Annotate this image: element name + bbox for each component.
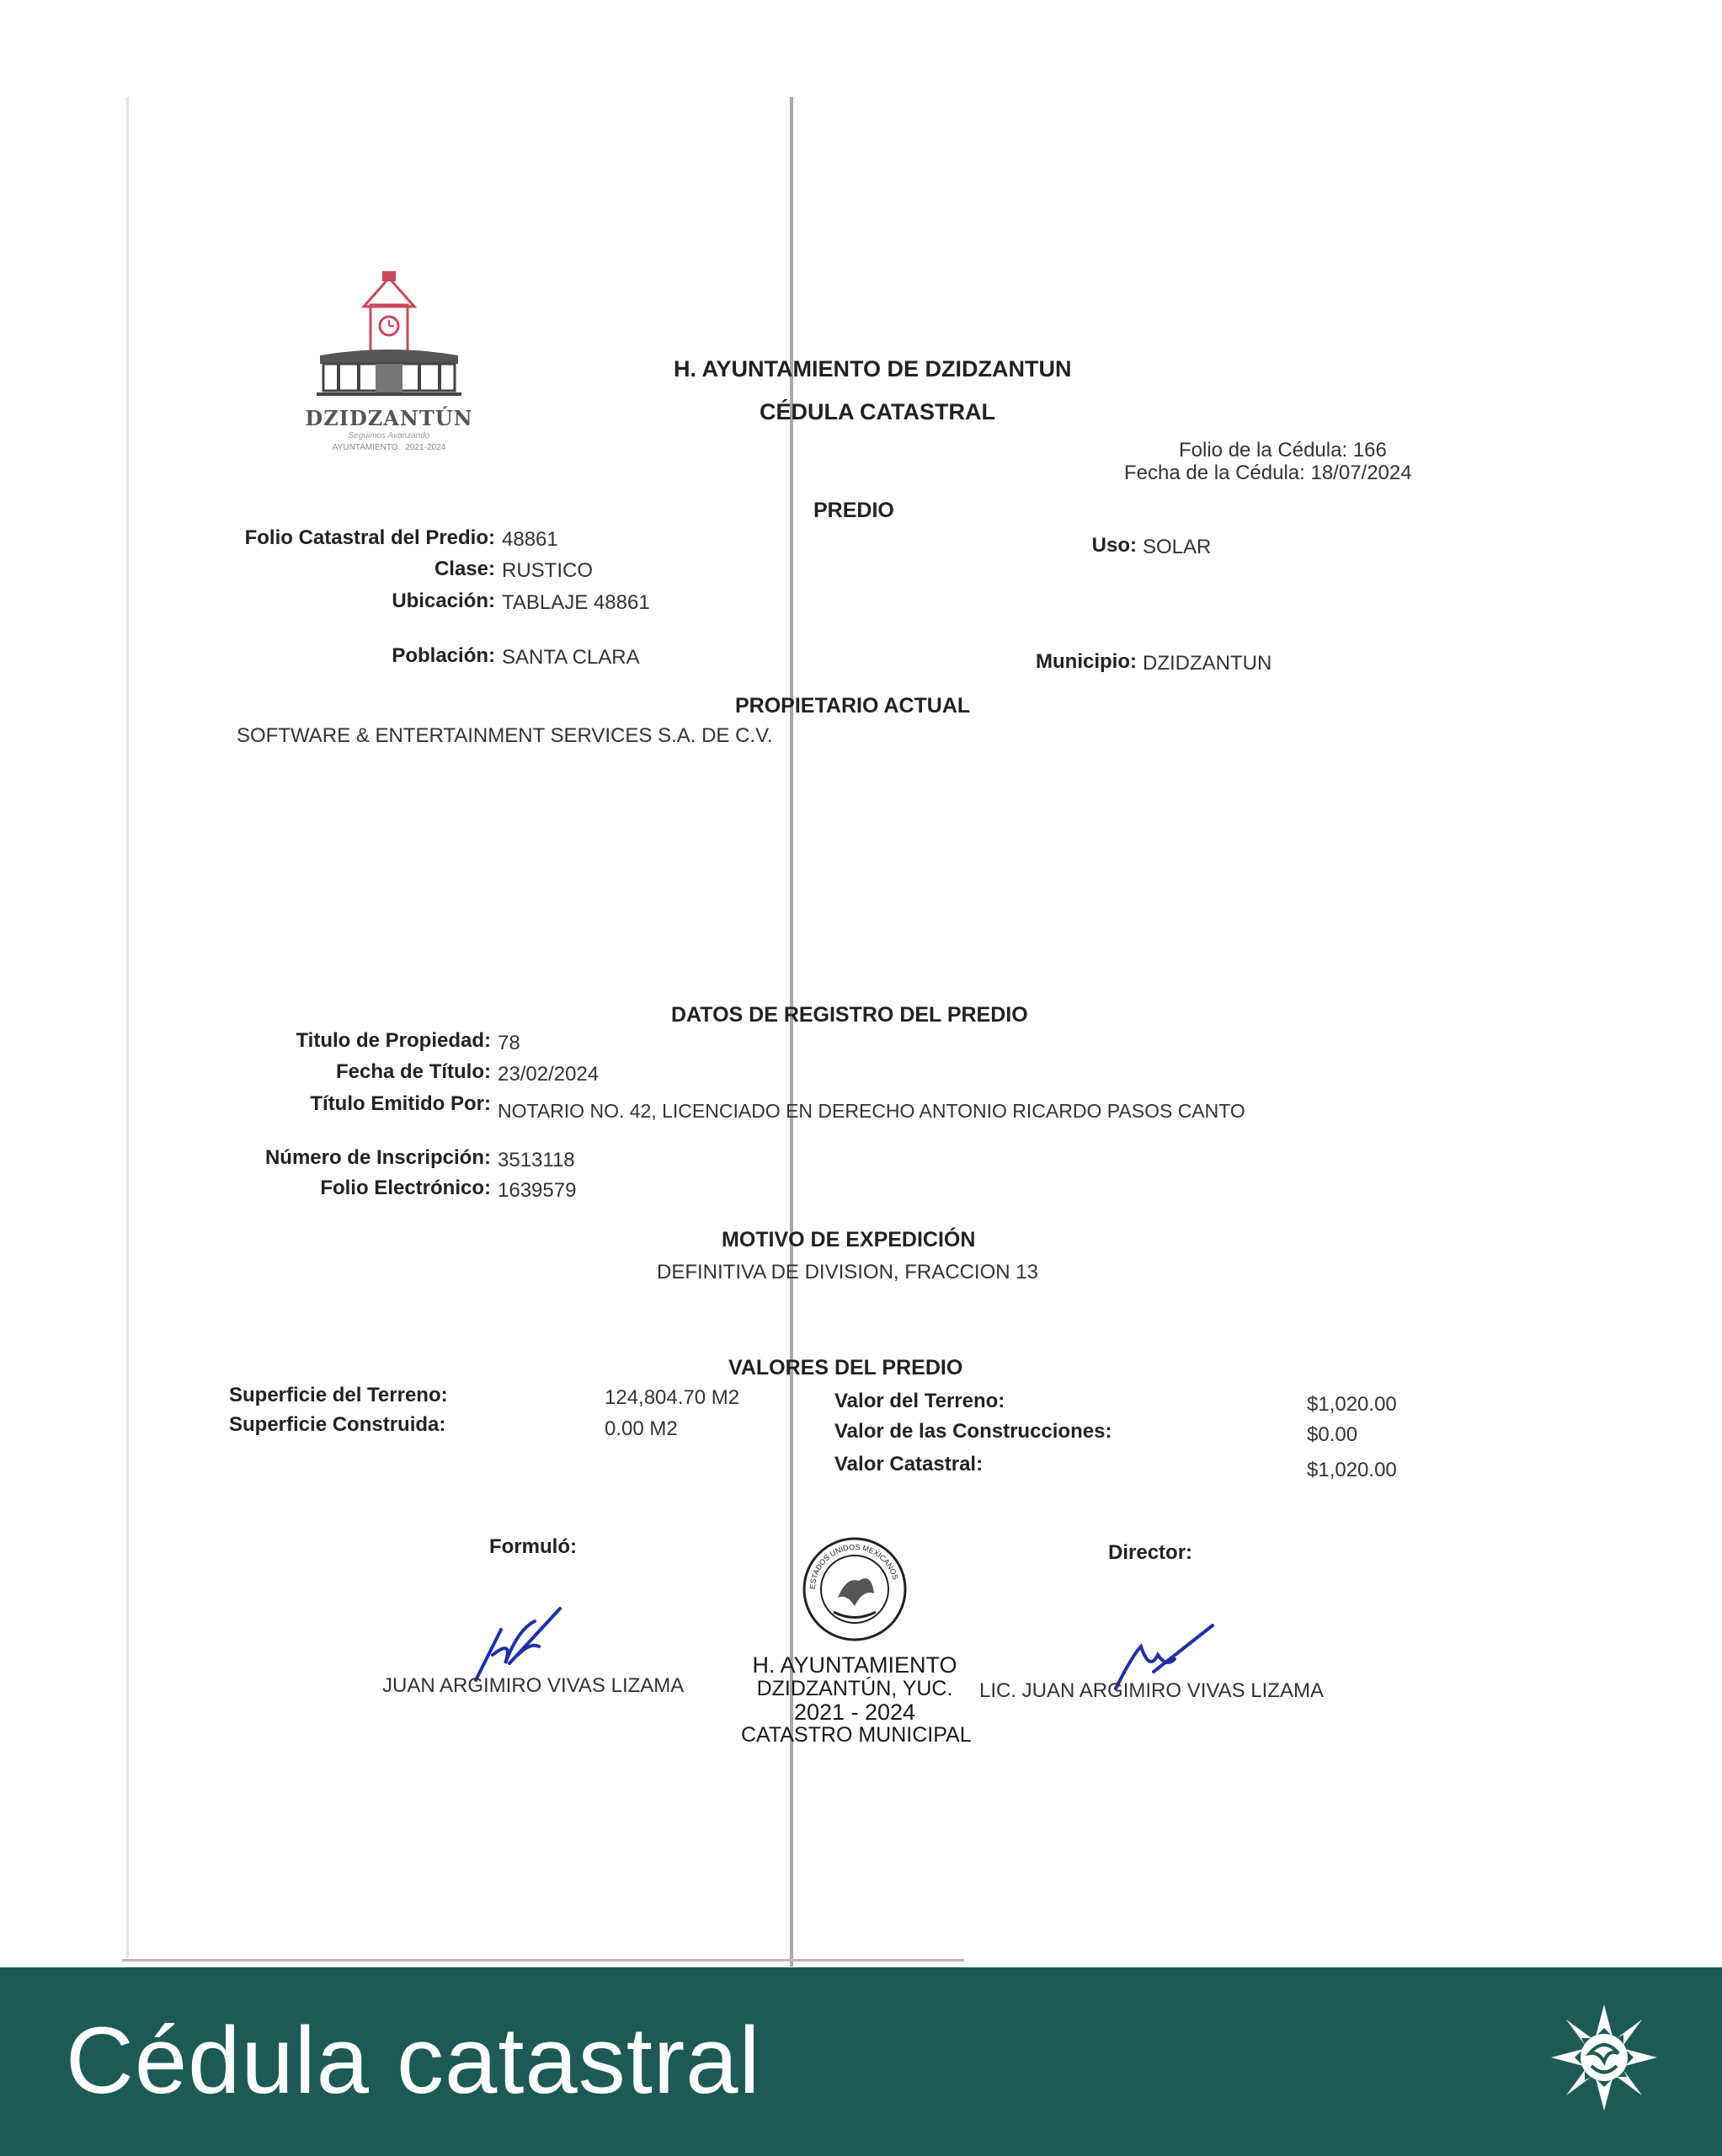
sup-construida-value: 0.00 M2	[605, 1417, 678, 1440]
ubicacion-label: Ubicación:	[392, 590, 495, 612]
seal-line-3: 2021 - 2024	[793, 1700, 916, 1725]
municipio-value: DZIDZANTUN	[1143, 652, 1272, 675]
uso-value: SOLAR	[1143, 536, 1212, 558]
fecha-titulo-value: 23/02/2024	[498, 1063, 600, 1086]
titulo-value: 78	[498, 1032, 520, 1054]
ubicacion-value: TABLAJE 48861	[502, 591, 650, 614]
titulo-label: Titulo de Propiedad:	[296, 1029, 491, 1052]
folio-cedula	[1179, 439, 1387, 462]
valor-construcciones-value: $0.00	[1307, 1423, 1358, 1446]
fecha-titulo-label: Fecha de Título:	[335, 1060, 491, 1083]
poblacion-value: SANTA CLARA	[502, 646, 640, 669]
section-valores: VALORES DEL PREDIO	[728, 1356, 963, 1380]
formulo-name: JUAN ARGIMIRO VIVAS LIZAMA	[382, 1674, 685, 1697]
folio-cedula-value: 166	[1352, 439, 1387, 462]
propietario-name: SOFTWARE & ENTERTAINMENT SERVICES S.A. DE C.V.	[237, 724, 773, 747]
sup-terreno-value: 124,804.70 M2	[605, 1386, 740, 1409]
entity-title: H. AYUNTAMIENTO DE DZIDZANTUN	[674, 356, 1072, 382]
official-seal-icon	[800, 1534, 909, 1644]
section-predio: PREDIO	[813, 499, 894, 522]
valor-catastral-label: Valor Catastral:	[834, 1453, 984, 1476]
sun-emblem-icon	[1549, 2003, 1659, 2112]
folio-catastral-value: 48861	[502, 528, 558, 551]
fecha-cedula	[1124, 462, 1412, 485]
seal-line-2: DZIDZANTÚN, YUC.	[756, 1677, 953, 1700]
seal-arc-text: ESTADOS UNIDOS MEXICANOS	[808, 1542, 900, 1590]
page-title: CÉDULA CATASTRAL	[760, 399, 995, 424]
valor-terreno-value: $1,020.00	[1307, 1393, 1397, 1416]
seal-line-1: H. AYUNTAMIENTO	[752, 1652, 957, 1678]
sup-construida-label: Superficie Construida:	[229, 1413, 446, 1436]
logo-period: 2021-2024	[405, 443, 446, 452]
section-motivo: MOTIVO DE EXPEDICIÓN	[722, 1228, 976, 1251]
motivo-value: DEFINITIVA DE DIVISION, FRACCION 13	[657, 1261, 1038, 1283]
municipio-label: Municipio:	[1036, 650, 1137, 673]
page-bottom-edge	[122, 1959, 964, 1961]
sup-terreno-label: Superficie del Terreno:	[229, 1384, 448, 1406]
valor-catastral-value: $1,020.00	[1307, 1459, 1397, 1481]
director-name: LIC. JUAN ARGIMIRO VIVAS LIZAMA	[979, 1679, 1324, 1702]
poblacion-label: Población:	[392, 644, 495, 667]
inscripcion-value: 3513118	[498, 1149, 575, 1171]
fecha-cedula-label: Fecha de la Cédula:	[1124, 462, 1305, 484]
uso-label: Uso:	[1091, 534, 1137, 557]
section-propietario: PROPIETARIO ACTUAL	[735, 694, 971, 718]
section-registro: DATOS DE REGISTRO DEL PREDIO	[671, 1003, 1028, 1027]
emitido-value: NOTARIO NO. 42, LICENCIADO EN DERECHO ANTONIO RICARDO PASOS CANTO	[498, 1100, 1245, 1122]
municipal-logo	[305, 271, 473, 461]
footer-title: Cédula catastral	[66, 2008, 761, 2113]
electronico-value: 1639579	[498, 1179, 577, 1202]
logo-footer	[305, 443, 473, 452]
seal-line-4: CATASTRO MUNICIPAL	[741, 1723, 972, 1747]
inscripcion-label: Número de Inscripción:	[264, 1146, 491, 1169]
folio-catastral-label: Folio Catastral del Predio:	[244, 526, 495, 549]
logo-tagline: Seguimos Avanzando	[348, 431, 430, 440]
emitido-label: Título Emitido Por:	[310, 1092, 491, 1115]
logo-ayuntamiento: AYUNTAMIENTO	[332, 443, 398, 452]
scan-edge	[126, 97, 129, 1958]
clase-label: Clase:	[434, 558, 495, 580]
folio-cedula-label: Folio de la Cédula:	[1179, 439, 1348, 462]
valor-construcciones-label: Valor de las Construcciones:	[834, 1420, 1112, 1443]
director-label: Director:	[1108, 1541, 1193, 1564]
fecha-cedula-value: 18/07/2024	[1310, 462, 1412, 484]
logo-name: DZIDZANTÚN	[305, 406, 473, 430]
valor-terreno-label: Valor del Terreno:	[834, 1390, 1005, 1412]
formulo-label: Formuló:	[489, 1535, 577, 1558]
electronico-label: Folio Electrónico:	[320, 1177, 491, 1199]
clase-value: RUSTICO	[502, 559, 593, 582]
